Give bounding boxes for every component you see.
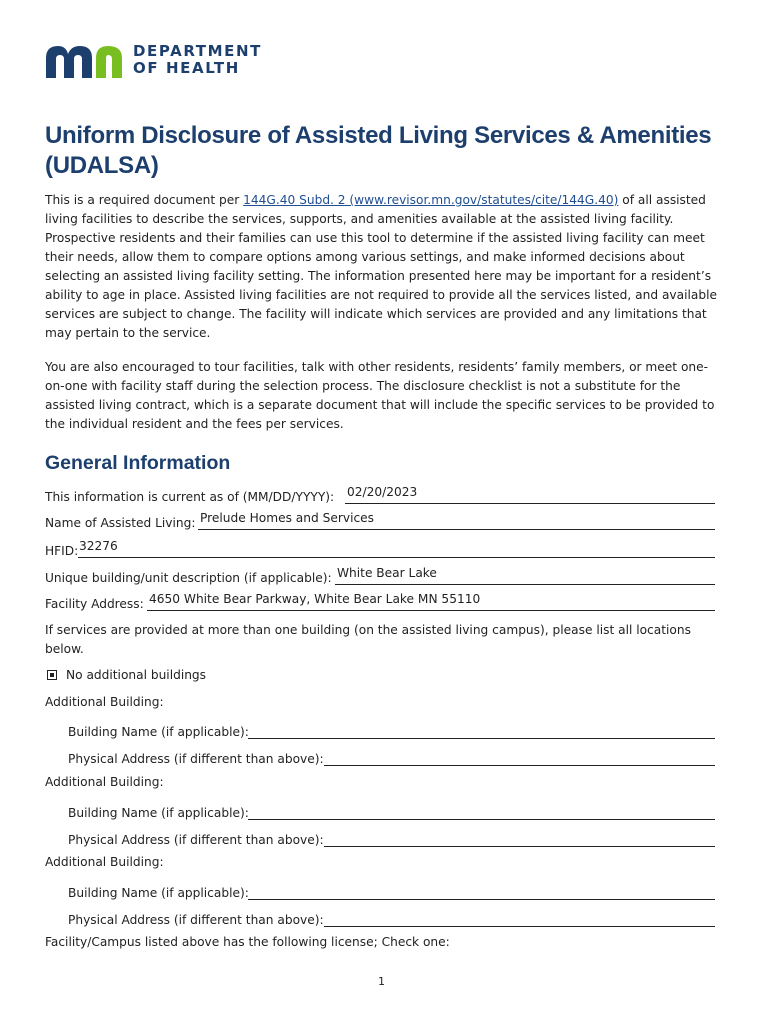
facility-name-label: Name of Assisted Living: [45, 516, 196, 530]
no-additional-buildings-checkbox[interactable] [47, 670, 57, 680]
building-name-row [68, 880, 715, 902]
current-date-line [345, 503, 715, 504]
current-date-label: This information is current as of (MM/DD/YYYY): [45, 490, 335, 504]
statute-link[interactable]: 144G.40 Subd. 2 (www.revisor.mn.gov/statutes/cite/144G.40) [243, 193, 619, 207]
building-name-field[interactable] [248, 738, 715, 739]
facility-address-label: Facility Address: [45, 597, 144, 611]
mn-logo-icon [44, 44, 126, 80]
physical-address-label: Physical Address (if different than above): [68, 752, 324, 766]
physical-address-label: Physical Address (if different than above): [68, 913, 324, 927]
physical-address-field[interactable] [324, 765, 715, 766]
hfid-line [78, 557, 715, 558]
intro-paragraph: This is a required document per 144G.40 Subd. 2 (www.revisor.mn.gov/statutes/cite/144G.40) of all assisted living facilities to describe the services, supports, and amenities available at the assisted living facility. Prospective residents and their families can use this tool to determine if the assisted living facility can meet their needs, allow them to compare options among various settings, and make informed decisions about selecting an assisted living facility setting. The information presented here may be important for a resident’s ability to age in place. Assisted living facilities are not required to provide all the services listed, and available services are subject to change. The facility will indicate which services are provided and any limitations that may pertain to the service. [45, 193, 717, 340]
hfid-field[interactable]: 32276 [79, 539, 118, 553]
multi-building-instructions: If services are provided at more than one building (on the assisted living campus), please list all locations below. [45, 623, 691, 656]
building-name-field[interactable] [248, 899, 715, 900]
hfid-label: HFID: [45, 544, 79, 558]
facility-address-field[interactable]: 4650 White Bear Parkway, White Bear Lake MN 55110 [149, 592, 481, 606]
building-name-label: Building Name (if applicable): [68, 725, 249, 739]
facility-name-field[interactable]: Prelude Homes and Services [200, 511, 375, 525]
general-information-heading: General Information [45, 452, 231, 474]
checkbox-checked-mark [50, 673, 54, 677]
unique-building-label: Unique building/unit description (if applicable): [45, 571, 332, 585]
unique-building-field[interactable]: White Bear Lake [337, 566, 437, 580]
tour-paragraph: You are also encouraged to tour facilities, talk with other residents, residents’ family members, or meet one-on-one with facility staff during the selection process. The disclosure checklist is not a substitute for the assisted living contract, which is a separate document that will include the specific services to be provided to the individual resident and the fees per services. [45, 360, 715, 431]
unique-building-line [335, 584, 715, 585]
hfid-row [45, 538, 715, 560]
additional-building-heading: Additional Building: [45, 855, 164, 869]
building-name-row [68, 719, 715, 741]
building-name-label: Building Name (if applicable): [68, 886, 249, 900]
current-date-row [45, 484, 715, 506]
page-number: 1 [378, 975, 385, 988]
facility-address-line [147, 610, 715, 611]
building-name-row [68, 800, 715, 822]
building-name-label: Building Name (if applicable): [68, 806, 249, 820]
physical-address-field[interactable] [324, 846, 715, 847]
additional-building-heading: Additional Building: [45, 775, 164, 789]
license-instructions: Facility/Campus listed above has the following license; Check one: [45, 935, 450, 949]
document-title: Uniform Disclosure of Assisted Living Services & Amenities (UDALSA) [45, 122, 712, 179]
physical-address-label: Physical Address (if different than above): [68, 833, 324, 847]
physical-address-row [68, 746, 715, 768]
building-name-field[interactable] [248, 819, 715, 820]
additional-building-heading: Additional Building: [45, 695, 164, 709]
physical-address-row [68, 907, 715, 929]
no-additional-buildings-label: No additional buildings [66, 668, 207, 682]
facility-name-line [198, 529, 715, 530]
physical-address-row [68, 827, 715, 849]
department-of-health-logo-text: DEPARTMENT OF HEALTH [133, 42, 262, 77]
physical-address-field[interactable] [324, 926, 715, 927]
facility-name-row [45, 510, 715, 532]
current-date-field[interactable]: 02/20/2023 [347, 485, 418, 499]
unique-building-row [45, 565, 715, 587]
facility-address-row [45, 591, 715, 613]
